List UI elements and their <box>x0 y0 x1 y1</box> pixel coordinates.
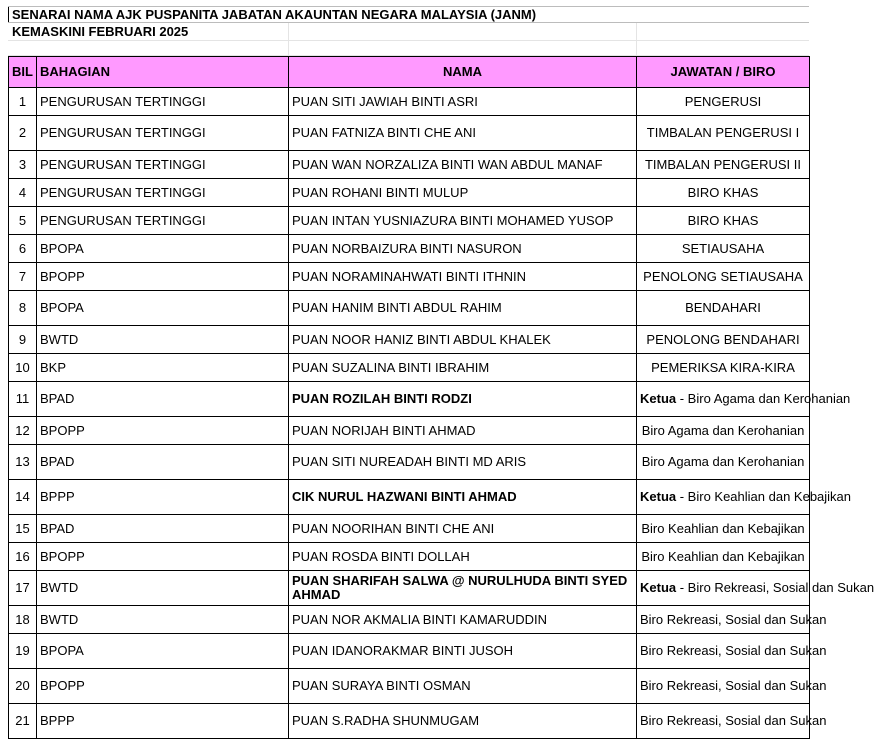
role-label: Biro Rekreasi, Sosial dan Sukan <box>640 611 827 627</box>
update-date: KEMASKINI FEBRUARI 2025 <box>12 24 189 39</box>
cell-nama[interactable]: PUAN SITI JAWIAH BINTI ASRI <box>289 88 637 116</box>
cell-jawatan[interactable] <box>637 116 810 151</box>
cell-nama[interactable]: PUAN ROHANI BINTI MULUP <box>289 179 637 207</box>
cell-jawatan[interactable] <box>637 480 852 515</box>
cell-bil[interactable]: 8 <box>9 291 37 326</box>
role-label: BIRO KHAS <box>687 212 759 228</box>
cell-bil[interactable]: 11 <box>9 382 37 417</box>
table-row <box>9 669 810 704</box>
cell-bahagian[interactable]: PENGURUSAN TERTINGGI <box>37 116 289 151</box>
table-row <box>9 291 810 326</box>
role-label: - Biro Agama dan Kerohanian <box>676 391 851 406</box>
cell-bil[interactable]: 18 <box>9 606 37 634</box>
cell-jawatan[interactable] <box>637 704 827 739</box>
cell-bahagian[interactable]: BWTD <box>37 571 289 606</box>
committee-table <box>8 56 874 739</box>
cell-nama[interactable]: PUAN ROZILAH BINTI RODZI <box>289 382 637 417</box>
cell-nama[interactable]: PUAN NOOR HANIZ BINTI ABDUL KHALEK <box>289 326 637 354</box>
role-label: Biro Rekreasi, Sosial dan Sukan <box>640 713 827 728</box>
cell-jawatan[interactable] <box>637 235 810 263</box>
cell-bil[interactable]: 15 <box>9 515 37 543</box>
cell-nama[interactable]: PUAN HANIM BINTI ABDUL RAHIM <box>289 291 637 326</box>
table-row <box>9 263 810 291</box>
cell-jawatan[interactable] <box>637 263 810 291</box>
role-label: - Biro Rekreasi, Sosial dan Sukan <box>676 580 874 595</box>
cell-jawatan[interactable] <box>637 207 810 235</box>
cell-bil[interactable]: 14 <box>9 480 37 515</box>
role-label: - Biro Keahlian dan Kebajikan <box>676 489 852 504</box>
cell-bil[interactable]: 19 <box>9 634 37 669</box>
header-jawatan[interactable]: JAWATAN / BIRO <box>637 57 810 88</box>
cell-bahagian[interactable]: BPOPP <box>37 543 289 571</box>
cell-bahagian[interactable]: BWTD <box>37 606 289 634</box>
header-nama[interactable]: NAMA <box>289 57 637 88</box>
cell-bahagian[interactable]: BPAD <box>37 445 289 480</box>
cell-jawatan[interactable] <box>637 417 810 445</box>
cell-nama[interactable]: PUAN FATNIZA BINTI CHE ANI <box>289 116 637 151</box>
table-row <box>9 515 810 543</box>
role-label: TIMBALAN PENGERUSI I <box>646 125 800 140</box>
cell-jawatan[interactable] <box>637 515 810 543</box>
cell-bil[interactable]: 13 <box>9 445 37 480</box>
cell-bil[interactable]: 3 <box>9 151 37 179</box>
role-label: PENOLONG SETIAUSAHA <box>643 268 803 284</box>
table-row <box>9 571 810 606</box>
cell-bil[interactable]: 16 <box>9 543 37 571</box>
cell-bil[interactable]: 2 <box>9 116 37 151</box>
table-body <box>9 88 874 739</box>
table-row <box>9 151 810 179</box>
table-row <box>9 179 810 207</box>
cell-jawatan[interactable] <box>637 634 827 669</box>
role-label: PENOLONG BENDAHARI <box>646 331 800 347</box>
cell-nama[interactable]: PUAN NORBAIZURA BINTI NASURON <box>289 235 637 263</box>
cell-bil[interactable]: 7 <box>9 263 37 291</box>
cell-jawatan[interactable] <box>637 543 810 571</box>
cell-bil[interactable]: 17 <box>9 571 37 606</box>
cell-nama[interactable]: PUAN NORIJAH BINTI AHMAD <box>289 417 637 445</box>
cell-bahagian[interactable]: BPOPP <box>37 417 289 445</box>
cell-bil[interactable]: 9 <box>9 326 37 354</box>
cell-jawatan[interactable] <box>637 354 810 382</box>
table-row <box>9 207 810 235</box>
cell-bil[interactable]: 5 <box>9 207 37 235</box>
role-label: SETIAUSAHA <box>681 240 765 256</box>
role-head-label: Ketua <box>640 391 677 406</box>
document-title: SENARAI NAMA AJK PUSPANITA JABATAN AKAUNTAN NEGARA MALAYSIA (JANM) <box>12 7 537 22</box>
cell-bahagian[interactable]: BPOPA <box>37 291 289 326</box>
table-row <box>9 445 810 480</box>
cell-bahagian[interactable]: BPOPA <box>37 634 289 669</box>
cell-bahagian[interactable]: BPOPP <box>37 263 289 291</box>
cell-nama[interactable]: PUAN SURAYA BINTI OSMAN <box>289 669 637 704</box>
cell-nama[interactable]: PUAN SHARIFAH SALWA @ NURULHUDA BINTI SYED AHMAD <box>289 571 637 606</box>
role-label: PENGERUSI <box>684 93 762 109</box>
table-row <box>9 606 810 634</box>
table-row <box>9 354 810 382</box>
role-label: Biro Agama dan Kerohanian <box>641 422 805 438</box>
table-row <box>9 634 810 669</box>
table-row <box>9 116 810 151</box>
cell-bil[interactable]: 21 <box>9 704 37 739</box>
table-row <box>9 326 810 354</box>
role-label: Biro Keahlian dan Kebajikan <box>641 548 805 564</box>
text-cursor <box>8 7 9 22</box>
cell-bil[interactable]: 12 <box>9 417 37 445</box>
cell-nama[interactable]: PUAN NOR AKMALIA BINTI KAMARUDDIN <box>289 606 637 634</box>
table-row <box>9 704 810 739</box>
cell-bil[interactable]: 10 <box>9 354 37 382</box>
table-row <box>9 417 810 445</box>
cell-bahagian[interactable]: PENGURUSAN TERTINGGI <box>37 151 289 179</box>
role-label: Biro Rekreasi, Sosial dan Sukan <box>640 643 827 658</box>
document-title-cell[interactable] <box>8 6 809 23</box>
cell-nama[interactable]: PUAN INTAN YUSNIAZURA BINTI MOHAMED YUSOP <box>289 207 637 235</box>
cell-nama[interactable]: PUAN WAN NORZALIZA BINTI WAN ABDUL MANAF <box>289 151 637 179</box>
cell-bahagian[interactable]: BPAD <box>37 515 289 543</box>
table-row <box>9 382 810 417</box>
header-bahagian[interactable]: BAHAGIAN <box>37 57 289 88</box>
role-label: TIMBALAN PENGERUSI II <box>644 156 802 172</box>
cell-jawatan[interactable] <box>637 151 810 179</box>
role-label: BENDAHARI <box>685 300 761 315</box>
cell-nama[interactable]: PUAN S.RADHA SHUNMUGAM <box>289 704 637 739</box>
cell-nama[interactable]: CIK NURUL HAZWANI BINTI AHMAD <box>289 480 637 515</box>
cell-jawatan[interactable] <box>637 571 874 606</box>
cell-bahagian[interactable]: BWTD <box>37 326 289 354</box>
cell-bahagian[interactable]: BPPP <box>37 704 289 739</box>
cell-jawatan[interactable] <box>637 291 810 326</box>
header-bil[interactable]: BIL <box>9 57 37 88</box>
cell-bil[interactable]: 6 <box>9 235 37 263</box>
role-label: Biro Keahlian dan Kebajikan <box>641 520 805 536</box>
cell-nama[interactable]: PUAN NOORIHAN BINTI CHE ANI <box>289 515 637 543</box>
cell-jawatan[interactable] <box>637 669 827 704</box>
role-label: Biro Agama dan Kerohanian <box>641 454 805 469</box>
role-head-label: Ketua <box>640 489 677 504</box>
cell-bahagian[interactable]: BKP <box>37 354 289 382</box>
cell-nama[interactable]: PUAN NORAMINAHWATI BINTI ITHNIN <box>289 263 637 291</box>
table-row <box>9 480 810 515</box>
role-head-label: Ketua <box>640 580 677 595</box>
cell-bahagian[interactable]: BPOPA <box>37 235 289 263</box>
cell-bahagian[interactable]: BPPP <box>37 480 289 515</box>
table-row <box>9 88 810 116</box>
cell-jawatan[interactable] <box>637 445 810 480</box>
cell-nama[interactable]: PUAN SITI NUREADAH BINTI MD ARIS <box>289 445 637 480</box>
cell-jawatan[interactable] <box>637 326 810 354</box>
cell-bahagian[interactable]: PENGURUSAN TERTINGGI <box>37 207 289 235</box>
cell-bahagian[interactable]: PENGURUSAN TERTINGGI <box>37 179 289 207</box>
cell-bil[interactable]: 20 <box>9 669 37 704</box>
table-header-row <box>9 57 810 88</box>
cell-nama[interactable]: PUAN ROSDA BINTI DOLLAH <box>289 543 637 571</box>
updated-cell[interactable] <box>8 23 809 40</box>
gridline <box>8 40 809 41</box>
role-label: BIRO KHAS <box>687 184 759 200</box>
cell-jawatan[interactable] <box>637 88 810 116</box>
table-row <box>9 235 810 263</box>
role-label: PEMERIKSA KIRA-KIRA <box>651 359 795 375</box>
cell-bil[interactable]: 4 <box>9 179 37 207</box>
cell-bahagian[interactable]: PENGURUSAN TERTINGGI <box>37 88 289 116</box>
cell-jawatan[interactable] <box>637 382 851 417</box>
cell-jawatan[interactable] <box>637 606 827 634</box>
cell-nama[interactable]: PUAN IDANORAKMAR BINTI JUSOH <box>289 634 637 669</box>
role-label: Biro Rekreasi, Sosial dan Sukan <box>640 678 827 693</box>
cell-bahagian[interactable]: BPAD <box>37 382 289 417</box>
cell-bil[interactable]: 1 <box>9 88 37 116</box>
cell-bahagian[interactable]: BPOPP <box>37 669 289 704</box>
cell-nama[interactable]: PUAN SUZALINA BINTI IBRAHIM <box>289 354 637 382</box>
cell-jawatan[interactable] <box>637 179 810 207</box>
table-row <box>9 543 810 571</box>
